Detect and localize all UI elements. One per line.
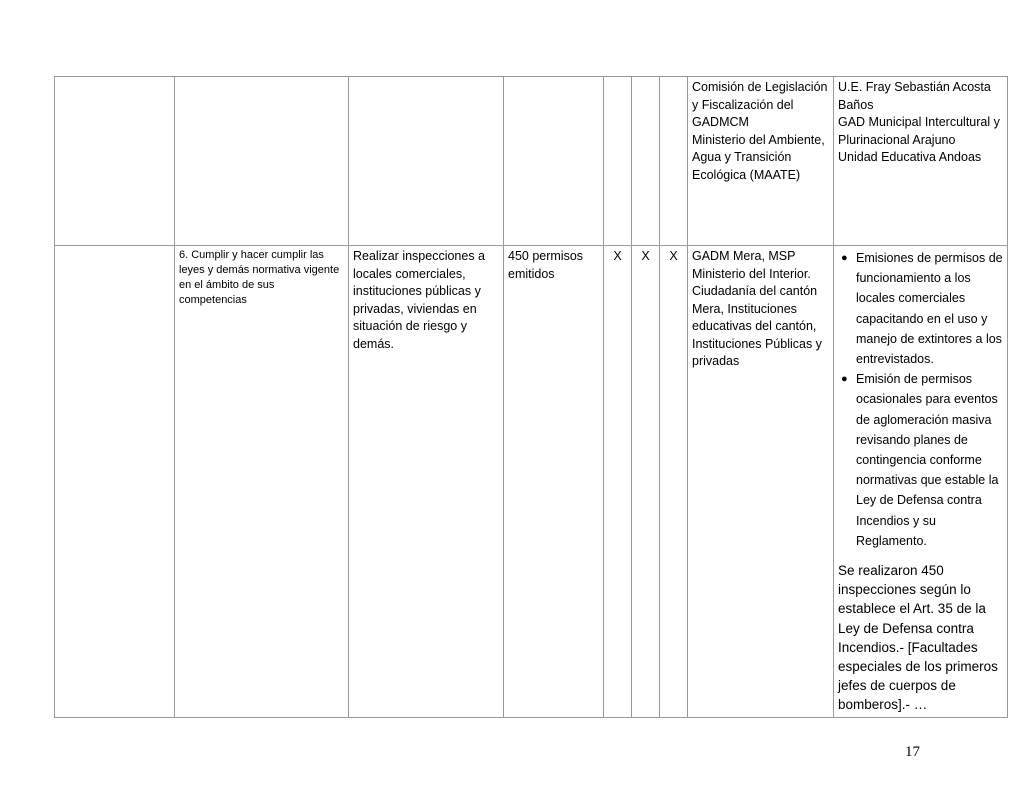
empty-cell <box>660 77 688 246</box>
results-cell <box>834 246 1008 718</box>
table-row <box>55 246 1008 718</box>
bullet-icon: ● <box>841 373 848 386</box>
bullet-text: Emisiones de permisos de funcionamiento a los locales comerciales capacitando en el uso y manejo de extintores a los entrevistados. <box>856 251 1003 367</box>
goal-cell: 450 permisos emitidos <box>504 246 604 718</box>
involved-entities-cell: Comisión de Legislación y Fiscalización del GADMCM Ministerio del Ambiente, Agua y Transición Ecológica (MAATE) <box>688 77 834 246</box>
activities-table <box>54 76 1008 718</box>
empty-cell <box>632 77 660 246</box>
objective-cell: 6. Cumplir y hacer cumplir las leyes y demás normativa vigente en el ámbito de sus competencias <box>175 246 349 718</box>
results-summary: Se realizaron 450 inspecciones según lo establece el Art. 35 de la Ley de Defensa contra Incendios.- [Facultades especiales de los primeros jefes de cuerpos de bomberos].- … <box>838 563 998 713</box>
quarter-mark-2: X <box>632 246 660 718</box>
empty-cell <box>175 77 349 246</box>
empty-cell <box>504 77 604 246</box>
empty-cell <box>55 246 175 718</box>
beneficiaries-cell: U.E. Fray Sebastián Acosta Baños GAD Municipal Intercultural y Plurinacional Arajuno Unidad Educativa Andoas <box>834 77 1008 246</box>
bullet-text: Emisión de permisos ocasionales para eventos de aglomeración masiva revisando planes de contingencia conforme normativas que estable la Ley de Defensa contra Incendios y su Reglamento. <box>856 372 999 548</box>
bullet-icon: ● <box>841 252 848 264</box>
list-item <box>841 248 1003 369</box>
list-item <box>841 369 1003 551</box>
empty-cell <box>349 77 504 246</box>
table-row <box>55 77 1008 246</box>
empty-cell <box>55 77 175 246</box>
involved-entities-cell: GADM Mera, MSP Ministerio del Interior. Ciudadanía del cantón Mera, Instituciones educativas del cantón, Instituciones Públicas y privadas <box>688 246 834 718</box>
results-bullet-list <box>838 248 1003 551</box>
page-number: 17 <box>905 744 920 760</box>
empty-cell <box>604 77 632 246</box>
quarter-mark-3: X <box>660 246 688 718</box>
activity-cell: Realizar inspecciones a locales comerciales, instituciones públicas y privadas, viviendas en situación de riesgo y demás. <box>349 246 504 718</box>
quarter-mark-1: X <box>604 246 632 718</box>
